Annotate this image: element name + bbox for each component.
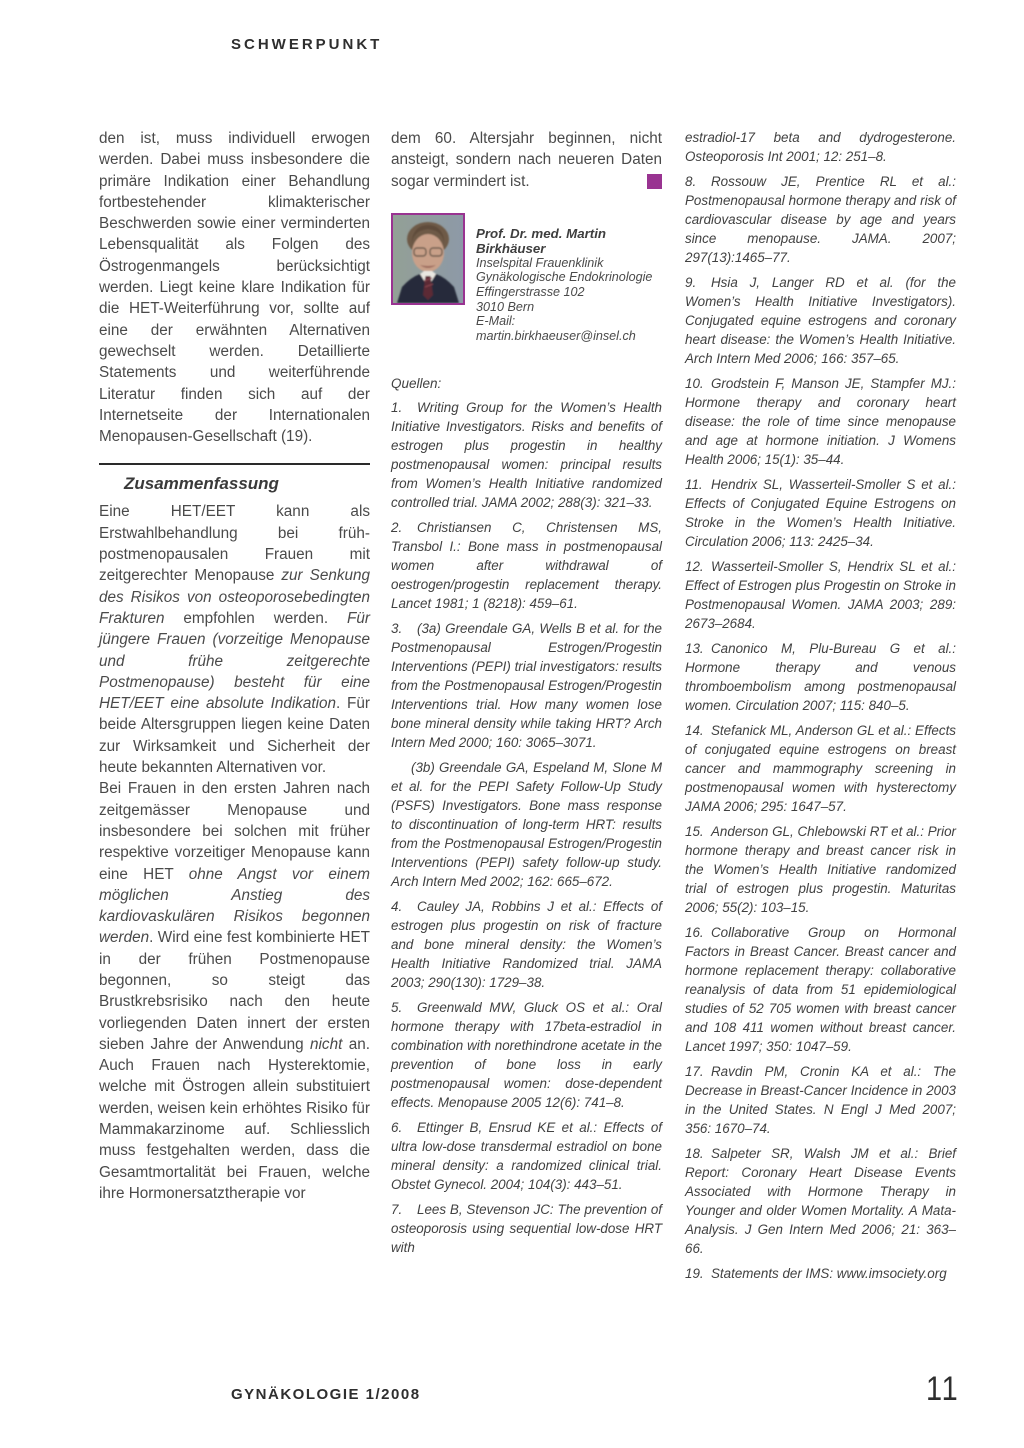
reference-text: Rossouw JE, Prentice RL et al.: Postmenopausal hormone therapy and risk of cardiovascular disease by age and years since menopause. JAMA. 2007; 297(13):1465–77. — [685, 174, 956, 265]
article-paragraph: den ist, muss individuell erwogen werden. Dabei muss insbesondere die primäre Indikation einer Behandlung fortbestehender klimakterischer Beschwerden sowie einer verminderten Lebensqualität als Folgen des Östrogenmangels berücksichtigt werden. Liegt keine klare Indikation für die HET-Weiterführung vor, sollte auf eine der erwähnten Alternativen gewechselt werden. Detaillierte Statements und weiterführende Literatur finden sich auf der Internetseite der Internationalen Menopausen-Gesellschaft (19). — [99, 130, 370, 446]
reference-text: Cauley JA, Robbins J et al.: Effects of estrogen plus progestin on risk of fracture and bone mineral density: the Women’s Health Initiative Randomized trial. JAMA 2003; 290(130): 1729–38. — [391, 899, 662, 991]
reference-text: Wasserteil-Smoller S, Hendrix SL et al.: Effect of Estrogen plus Progestin on Stroke in Postmenopausal Women. JAMA 2003; 289: 2673–2684. — [685, 559, 956, 631]
reference-text: Hsia J, Langer RD et al. (for the Women’s Health Initiative Investigators). Conjugated equine estrogens and coronary heart disease: the Women’s Health Initiative. Arch Intern Med 2006; 166: 357–65. — [685, 275, 956, 366]
reference-number: 2. — [391, 520, 403, 536]
summary-section — [99, 463, 370, 1204]
reference-number: 15. — [685, 824, 704, 839]
reference-number: 5. — [391, 1000, 403, 1016]
reference-text: Anderson GL, Chlebowski RT et al.: Prior hormone therapy and breast cancer risk in the Women’s Health Initiative randomized trial of estrogen plus progestin. Maturitas 2006; 55(2): 103–15. — [685, 824, 956, 915]
footer-page-number: 11 — [926, 1370, 960, 1408]
reference-text: Greenwald MW, Gluck OS et al.: Oral hormone therapy with 17beta-estradiol in combination with norethindrone acetate in the prevention of bone loss in early postmenopausal women: dose-dependent effects. Menopause 2005 12(6): 741–8. — [391, 1000, 662, 1111]
reference-item — [685, 557, 956, 633]
summary-paragraph: Bei Frauen in den ersten Jahren nach zeitgemässer Menopause und insbesondere bei solchen mit früher respektive vorzeitiger Menopause kann eine HET ohne Angst vor einem möglichen Anstieg des kardiovaskulären Risikos begonnen werden. Wird eine fest kombinierte HET in der frühen Postmenopause begonnen, so steigt das Brustkrebsrisiko nach den heute vorliegenden Daten innert der ersten sieben Jahre der Anwendung nicht an. Auch Frauen nach Hysterektomie, welche mit Östrogen allein substituiert werden, weisen kein erhöhtes Risiko für Mammakarzinome auf. Schliesslich muss festgehalten werden, dass die Gesamtmortalität bei Frauen, welche ihre Hormonersatztherapie vor — [99, 780, 370, 1202]
reference-text: Salpeter SR, Walsh JM et al.: Brief Report: Coronary Heart Disease Events Associated with Hormone Therapy in Younger and older Women Mortality. A Mata-Analysis. J Gen Intern Med 2006; 21: 363–66. — [685, 1146, 956, 1256]
reference-item — [391, 1200, 662, 1257]
reference-text: (3b) Greendale GA, Espeland M, Slone M et al. for the PEPI Safety Follow-Up Study (PSFS) Investigators. Bone mass response to discontinuation of long-term HRT: results from the Postmenopausal Estrogen/Progestin Interventions (PEPI) safety follow-up study. Arch Intern Med 2002; 162: 665–672. — [391, 760, 662, 890]
reference-item — [391, 619, 662, 752]
reference-item — [391, 758, 662, 891]
author-contact-lines — [476, 256, 662, 344]
reference-text: Stefanick ML, Anderson GL et al.: Effects of conjugated equine estrogens on breast cancer and mammography screening in postmenopausal women with hysterectomy JAMA 2006; 295: 1647–57. — [685, 723, 956, 814]
reference-number: 6. — [391, 1120, 403, 1136]
reference-item — [685, 475, 956, 551]
author-contact-line: Inselspital Frauenklinik — [476, 255, 604, 270]
reference-text: Christiansen C, Christensen MS, Transbol I.: Bone mass in postmenopausal women after withdrawal of oestrogen/progestin replacement therapy. Lancet 1981; 1 (8218): 459–61. — [391, 520, 662, 612]
reference-text: Hendrix SL, Wasserteil-Smoller S et al.: Effects of Conjugated Equine Estrogens on Stroke in the Women’s Health Initiative. Circulation 2006; 113: 2425–34. — [685, 477, 956, 549]
column-middle — [391, 128, 662, 1263]
reference-number: 7. — [391, 1202, 403, 1218]
summary-divider — [99, 463, 370, 465]
reference-number: 4. — [391, 899, 403, 915]
reference-item — [391, 897, 662, 992]
reference-number: 17. — [685, 1064, 704, 1079]
reference-text: Lees B, Stevenson JC: The prevention of osteoporosis using sequential low-dose HRT with — [391, 1202, 662, 1256]
author-contact-line: Effingerstrasse 102 — [476, 285, 585, 300]
author-contact-line: martin.birkhaeuser@insel.ch — [476, 328, 636, 343]
end-of-article-marker — [647, 174, 662, 189]
reference-item — [685, 128, 956, 166]
author-box — [391, 213, 662, 344]
article-closing-block — [391, 128, 662, 192]
section-kicker: SCHWERPUNKT — [231, 36, 383, 53]
references-list-middle — [391, 398, 662, 1257]
reference-item — [685, 1264, 956, 1283]
column-left — [99, 128, 370, 1204]
reference-number: 19. — [685, 1266, 704, 1281]
reference-item — [391, 1118, 662, 1194]
reference-item — [685, 1144, 956, 1258]
column-right — [685, 128, 956, 1289]
reference-number: 14. — [685, 723, 704, 738]
reference-item — [685, 374, 956, 469]
reference-text: Ettinger B, Ensrud KE et al.: Effects of ultra low-dose transdermal estradiol on bone mineral density: a randomized clinical trial. Obstet Gynecol. 2004; 104(3): 443–51. — [391, 1120, 662, 1193]
reference-number: 9. — [685, 275, 697, 290]
reference-number: 12. — [685, 559, 704, 574]
reference-item — [391, 998, 662, 1112]
reference-number: 13. — [685, 641, 704, 656]
references-heading: Quellen: — [391, 376, 442, 392]
reference-item — [391, 518, 662, 613]
reference-item — [685, 923, 956, 1056]
author-contact-line: E-Mail: — [476, 314, 516, 329]
summary-title: Zusammenfassung — [124, 474, 279, 494]
reference-item — [685, 172, 956, 267]
reference-text: Ravdin PM, Cronin KA et al.: The Decrease in Breast-Cancer Incidence in 2003 in the United States. N Engl J Med 2007; 356: 1670–74. — [685, 1064, 956, 1136]
reference-item — [685, 273, 956, 368]
reference-text: Canonico M, Plu-Bureau G et al.: Hormone therapy and venous thromboembolism among postmenopausal women. Circulation 2007; 115: 840–5. — [685, 641, 956, 713]
reference-number: 16. — [685, 925, 704, 940]
summary-paragraph: Eine HET/EET kann als Erstwahlbehandlung bei früh-postmenopausalen Frauen mit zeitgerechter Menopause zur Senkung des Risikos von osteoporosebedingten Frakturen empfohlen werden. Für jüngere Frauen (vorzeitige Menopause und frühe zeitgerechte Postmenopause) besteht für eine HET/EET eine absolute Indikation. Für beide Altersgruppen liegen keine Daten zur Wirksamkeit und Sicherheit der heute bekannten Alternativen vor. — [99, 503, 371, 777]
reference-text: Writing Group for the Women’s Health Initiative Investigators. Risks and benefits of estrogen plus progestin in healthy postmenopausal women: principal results from Women’s Health Initiative randomized controlled trial. JAMA 2002; 288(3): 321–33. — [391, 400, 662, 511]
reference-text: Statements der IMS: www.imsociety.org — [711, 1266, 947, 1281]
reference-item — [685, 639, 956, 715]
reference-number: 3. — [391, 621, 403, 637]
author-contact-line: Gynäkologische Endokrinologie — [476, 270, 653, 285]
author-name: Prof. Dr. med. Martin Birkhäuser — [476, 225, 607, 256]
article-closing-paragraph: dem 60. Altersjahr beginnen, nicht ansteigt, sondern nach neueren Daten sogar vermindert ist. — [391, 130, 662, 190]
reference-number: 11. — [685, 477, 703, 492]
reference-item — [685, 822, 956, 917]
reference-number: 10. — [685, 376, 704, 391]
reference-item — [391, 398, 662, 512]
reference-item — [685, 1062, 956, 1138]
references-list-right — [685, 128, 956, 1283]
reference-number: 8. — [685, 174, 697, 189]
author-contact-line: 3010 Bern — [476, 299, 535, 314]
author-photo — [391, 213, 465, 305]
author-contact — [476, 213, 662, 344]
reference-text: Collaborative Group on Hormonal Factors in Breast Cancer. Breast cancer and hormone replacement therapy: collaborative reanalysis of data from 51 epidemiological studies of 52 705 women with breast cancer and 108 411 women without breast cancer. Lancet 1997; 350: 1047–59. — [685, 925, 956, 1054]
footer-journal-title: GYNÄKOLOGIE 1/2008 — [231, 1386, 421, 1403]
reference-text: (3a) Greendale GA, Wells B et al. for the Postmenopausal Estrogen/Progestin Interventions (PEPI) trial investigators: results from the Postmenopausal Estrogen/Progestin Interventions trial. How many women lose bone mineral density while taking HRT? Arch Intern Med 2000; 160: 3065–3071. — [391, 621, 662, 751]
reference-number: 1. — [391, 400, 403, 416]
reference-text: Grodstein F, Manson JE, Stampfer MJ.: Hormone therapy and coronary heart disease: the role of time since menopause and age at hormone initiation. J Womens Health 2006; 15(1): 35–44. — [685, 376, 956, 467]
reference-text: estradiol-17 beta and dydrogesterone. Osteoporosis Int 2001; 12: 251–8. — [685, 130, 956, 164]
reference-number: 18. — [685, 1146, 704, 1161]
reference-item — [685, 721, 956, 816]
